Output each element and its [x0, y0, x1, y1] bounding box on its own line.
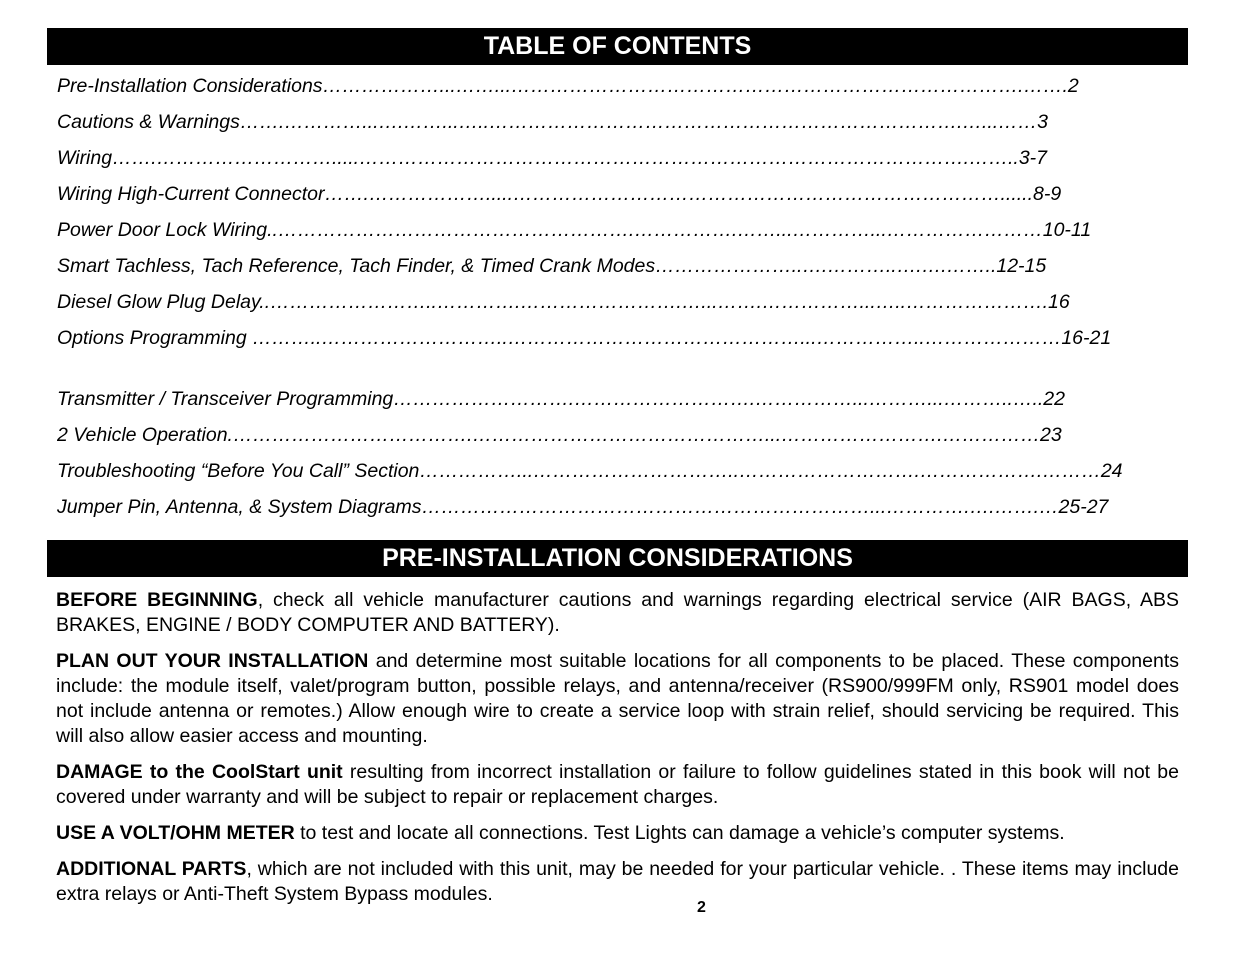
pre-installation-heading: PRE-INSTALLATION CONSIDERATIONS: [47, 540, 1188, 577]
paragraph-lead: DAMAGE to the CoolStart unit: [56, 761, 343, 783]
paragraph-body: to test and locate all connections. Test Lights can damage a vehicle’s computer systems.: [294, 822, 1065, 844]
toc-entry-wiring[interactable]: Wiring…….……………………….....………………………………………………………………………………….……..3-7: [57, 147, 1048, 169]
page-number: 2: [697, 899, 706, 916]
paragraph-body: , check all vehicle manufacturer cautions and warnings regarding electrical service (AIR BAGS, ABS BRAKES, ENGINE / BODY COMPUTER AND BATTERY).: [56, 589, 1179, 636]
toc-entry-options[interactable]: Options Programming ………..………………………..………………………………………...……………..…………………16-21: [57, 327, 1112, 349]
paragraph-lead: ADDITIONAL PARTS: [56, 858, 247, 880]
paragraph-lead: PLAN OUT YOUR INSTALLATION: [56, 650, 369, 672]
paragraph-lead: USE A VOLT/OHM METER: [56, 822, 295, 844]
toc-entry-pre-installation[interactable]: Pre-Installation Considerations………………...……...…………………………………………………………………….…….2: [57, 75, 1079, 97]
toc-entry-2-vehicle[interactable]: 2 Vehicle Operation.……………………………….………………………………………...…………………….……………23: [57, 424, 1062, 446]
paragraph-additional-parts: [56, 857, 1179, 907]
toc-list: [57, 74, 1182, 531]
paragraph-volt-ohm: [56, 821, 1179, 846]
toc-entry-troubleshooting[interactable]: Troubleshooting “Before You Call” Section……………...…………………………..……………………….……………….………24: [57, 460, 1123, 482]
paragraph-damage: [56, 760, 1179, 810]
paragraph-body: resulting from incorrect installation or failure to follow guidelines stated in this book will not be covered under warranty and will be subject to repair or replacement charges.: [56, 761, 1179, 808]
toc-entry-door-lock[interactable]: Power Door Lock Wiring..……………………………………………….…………….……...…………...……………………10-11: [57, 219, 1092, 241]
toc-heading: TABLE OF CONTENTS: [47, 28, 1188, 65]
toc-entry-tach-modes[interactable]: Smart Tachless, Tach Reference, Tach Finder, & Timed Crank Modes…………………..….………..….….……..12-15: [57, 255, 1047, 277]
paragraph-body: , which are not included with this unit, may be needed for your particular vehicle. . These items may include extra relays or Anti-Theft System Bypass modules.: [56, 858, 1180, 905]
paragraph-before-beginning: [56, 588, 1179, 638]
pre-installation-body: [56, 588, 1179, 918]
toc-entry-high-current[interactable]: Wiring High-Current Connector…….……………….....…………………………………………………………………......8-9: [57, 183, 1062, 205]
toc-entry-diagrams[interactable]: Jumper Pin, Antenna, & System Diagrams……………………………………………………………...………….….…….…25-27: [57, 496, 1109, 518]
paragraph-lead: BEFORE BEGINNING: [56, 589, 258, 611]
toc-entry-transmitter[interactable]: Transmitter / Transceiver Programming……………………….……………………….……………...………...………..…..22: [57, 388, 1065, 410]
paragraph-body: and determine most suitable locations for all components to be placed. These components include: the module itself, valet/program button, possible relays, and antenna/receiver (RS900/999FM only, RS901 model does not include antenna or remotes.) Allow enough wire to create a service loop with strain relief, should servicing be required. This will also allow easier access and mounting.: [56, 650, 1179, 747]
toc-entry-cautions[interactable]: Cautions & Warnings…….…………...….……...…..……………………………………………………………….…...……3: [57, 111, 1049, 133]
toc-entry-glow-plug[interactable]: Diesel Glow Plug Delay..……………………..………….…………………….…...…….……………...…..………………….16: [57, 291, 1070, 313]
paragraph-plan-installation: [56, 649, 1179, 749]
